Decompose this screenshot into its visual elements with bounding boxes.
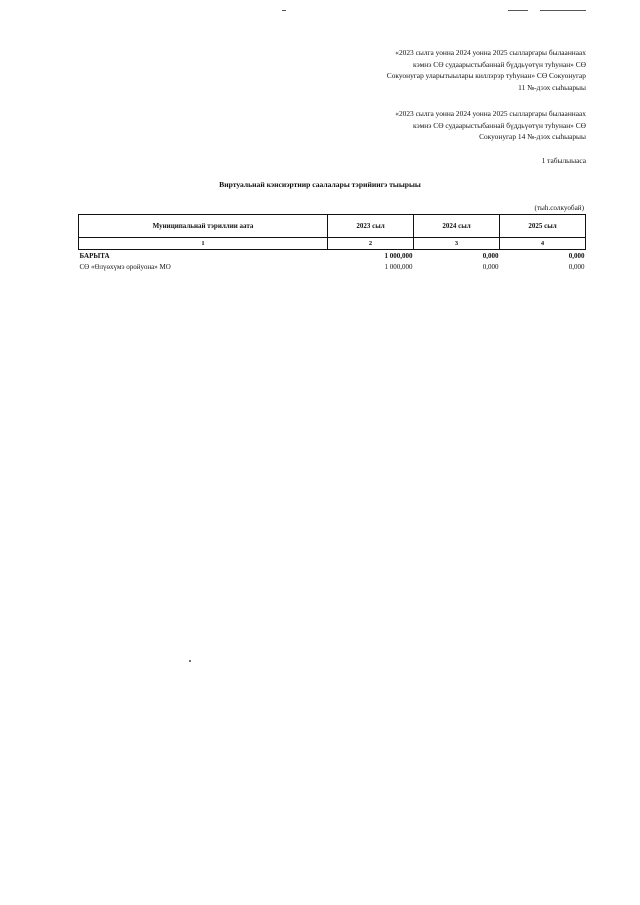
column-number: 2 bbox=[328, 238, 414, 250]
header-note-line: Сокуонугар 14 №-дээх сыһыарыы bbox=[479, 132, 586, 141]
header-note-line: Сокуонугар уларытыылары киллэрэр туһунан» СӨ Сокуонугар bbox=[386, 71, 586, 80]
scan-artifact bbox=[189, 660, 191, 662]
table-row bbox=[79, 261, 586, 272]
column-header-2025: 2025 сыл bbox=[500, 215, 586, 238]
header-note-line: «2023 сылга уонна 2024 уонна 2025 сылларгары былааннаах bbox=[395, 109, 586, 118]
header-note-line: «2023 сылга уонна 2024 уонна 2025 сылларгары былааннаах bbox=[395, 48, 586, 57]
row-value-2024: 0,000 bbox=[482, 262, 499, 271]
row-value-2025: 0,000 bbox=[568, 251, 585, 260]
row-value-2023: 1 000,000 bbox=[384, 251, 413, 260]
row-value-2025: 0,000 bbox=[568, 262, 585, 271]
column-number: 1 bbox=[79, 238, 328, 250]
header-note-line: кэмнэ СӨ судаарыстыбаннай бүддьүөтүн туһунан» СӨ bbox=[413, 120, 586, 130]
row-name: СӨ «Өлүөхүмэ оройуона» МО bbox=[79, 262, 171, 271]
scan-artifact bbox=[282, 10, 286, 11]
unit-label: (тыһ.солкуобай) bbox=[534, 204, 584, 212]
scan-artifact bbox=[508, 10, 528, 11]
header-note-line: 11 №-дээх сыһыарыы bbox=[518, 82, 586, 92]
document-title: Виртуальнай кэнсиэртиир саалалары тэрийиигэ тыырыы bbox=[219, 180, 421, 189]
column-header-municipality: Муниципальнай тэриллии аата bbox=[79, 215, 328, 238]
distribution-table bbox=[78, 214, 586, 272]
appendix-label: 1 табылыыаса bbox=[541, 156, 586, 165]
column-number: 3 bbox=[414, 238, 500, 250]
row-value-2023: 1 000,000 bbox=[384, 262, 413, 271]
column-header-2023: 2023 сыл bbox=[328, 215, 414, 238]
table-row-total bbox=[79, 250, 586, 262]
row-value-2024: 0,000 bbox=[482, 251, 499, 260]
column-number-row bbox=[79, 238, 586, 250]
header-note-1 bbox=[387, 47, 586, 93]
row-name: БАРЫТА bbox=[79, 251, 110, 260]
column-header-2024: 2024 сыл bbox=[414, 215, 500, 238]
column-number: 4 bbox=[500, 238, 586, 250]
header-note-line: кэмнэ СӨ судаарыстыбаннай бүддьүөтүн туһунан» СӨ bbox=[413, 59, 586, 69]
header-note-2 bbox=[395, 108, 586, 143]
table-header-row bbox=[79, 215, 586, 238]
scan-artifact bbox=[540, 10, 586, 11]
